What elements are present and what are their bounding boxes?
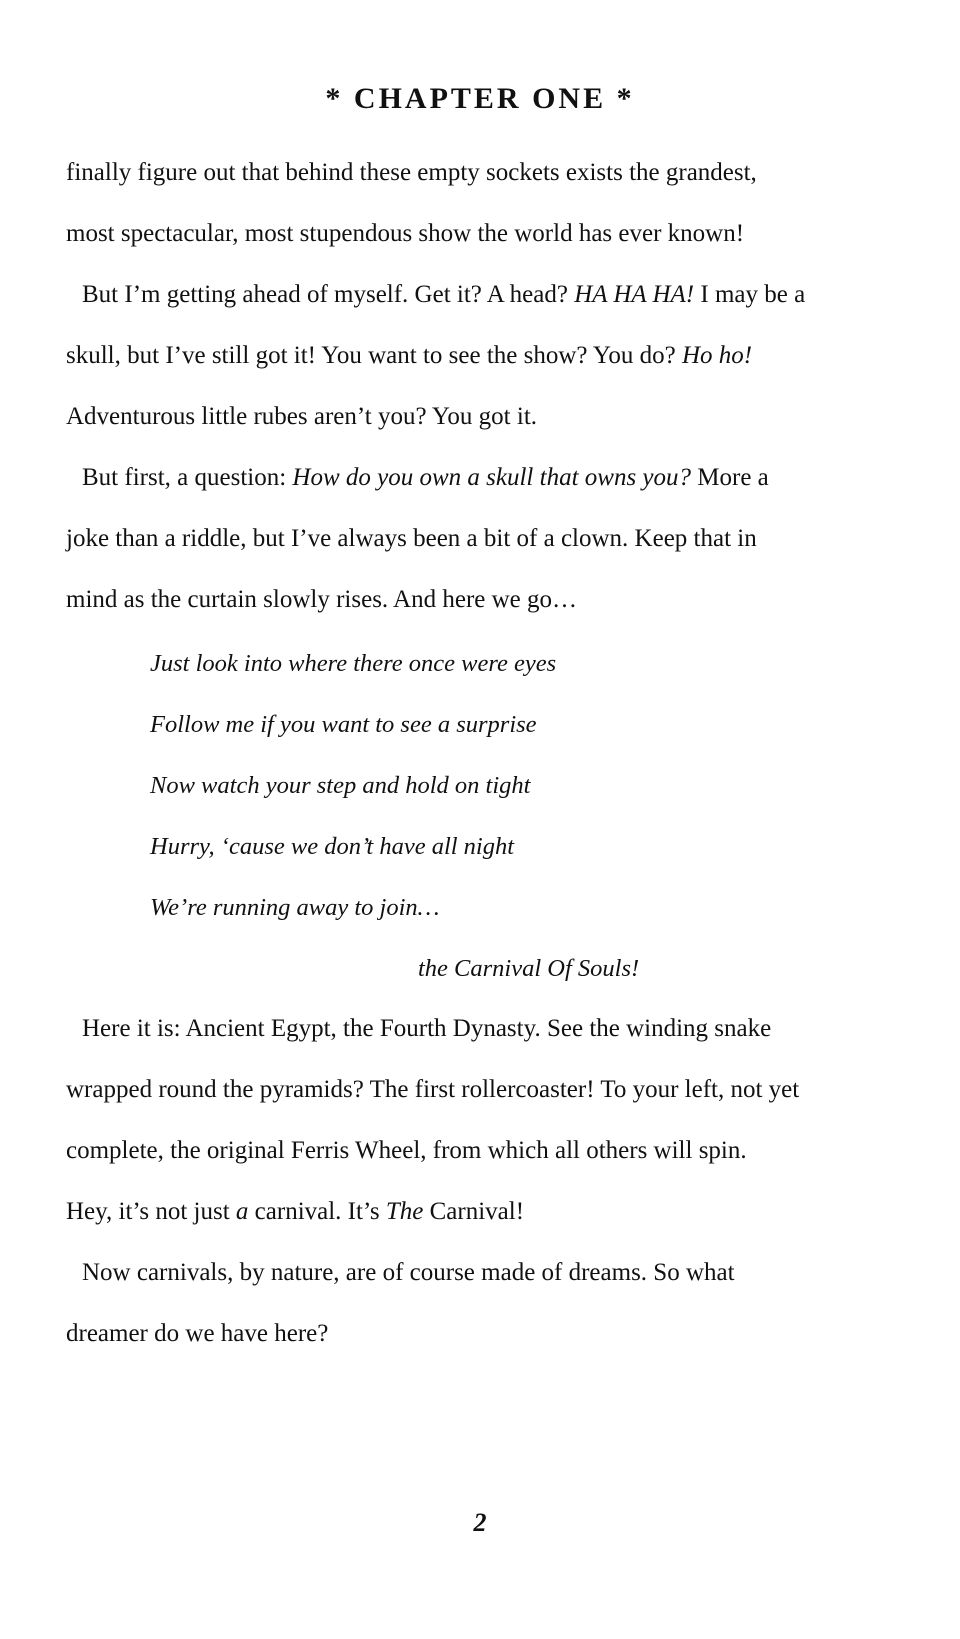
text-line: [66, 465, 912, 490]
text-line: [66, 282, 912, 307]
text-line-segment: Here it is: Ancient Egypt, the Fourth Dynasty. See the winding snake: [82, 1015, 772, 1042]
text-line-segment: But first, a question:: [82, 464, 293, 491]
text-line: [66, 1138, 896, 1163]
text-line-segment: The: [385, 1198, 424, 1225]
text-line: [66, 343, 896, 368]
text-line: [66, 160, 896, 185]
text-line: [66, 1260, 912, 1285]
chapter-heading: * CHAPTER ONE *: [325, 82, 635, 115]
text-line-segment: wrapped round the pyramids? The first rollercoaster! To your left, not yet: [66, 1076, 800, 1103]
text-line-segment: dreamer do we have here?: [66, 1320, 329, 1347]
text-line-segment: a: [235, 1198, 249, 1225]
text-line-segment: Ho ho!: [681, 342, 753, 369]
text-line-segment: joke than a riddle, but I’ve always been a bit of a clown. Keep that in: [66, 525, 757, 552]
text-line-segment: complete, the original Ferris Wheel, from which all others will spin.: [66, 1137, 747, 1164]
text-line-segment: But I’m getting ahead of myself. Get it? A head?: [82, 281, 575, 308]
text-line-segment: I may be a: [694, 281, 806, 308]
text-line: [66, 221, 896, 246]
verse-line: Hurry, ‘cause we don’t have all night: [150, 833, 515, 860]
verse-line: Now watch your step and hold on tight: [150, 772, 531, 799]
text-line-segment: Now carnivals, by nature, are of course made of dreams. So what: [82, 1259, 735, 1286]
text-line-segment: HA HA HA!: [574, 281, 695, 308]
text-line-segment: How do you own a skull that owns you?: [292, 464, 692, 491]
text-line: [66, 1321, 896, 1346]
text-line-segment: mind as the curtain slowly rises. And here we go…: [66, 586, 578, 613]
verse-line: Follow me if you want to see a surprise: [150, 711, 537, 738]
text-line: [66, 404, 896, 429]
text-line: [66, 526, 896, 551]
text-line: [66, 1199, 896, 1224]
page-number: 2: [473, 1508, 487, 1537]
verse-final-line: the Carnival Of Souls!: [418, 955, 640, 982]
text-line: [66, 1077, 896, 1102]
verse-line: We’re running away to join…: [150, 894, 440, 921]
text-line-segment: Adventurous little rubes aren’t you? You got it.: [66, 403, 538, 430]
verse-line: Just look into where there once were eyes: [150, 650, 557, 677]
text-line-segment: Hey, it’s not just: [66, 1198, 236, 1225]
text-line-segment: More a: [691, 464, 769, 491]
text-line: [66, 587, 896, 612]
text-line-segment: most spectacular, most stupendous show the world has ever known!: [66, 220, 745, 247]
text-line-segment: skull, but I’ve still got it! You want to see the show? You do?: [66, 342, 682, 369]
text-line-segment: finally figure out that behind these empty sockets exists the grandest,: [66, 159, 757, 186]
text-line-segment: carnival. It’s: [248, 1198, 386, 1225]
text-line-segment: Carnival!: [423, 1198, 525, 1225]
text-line: [66, 1016, 912, 1041]
